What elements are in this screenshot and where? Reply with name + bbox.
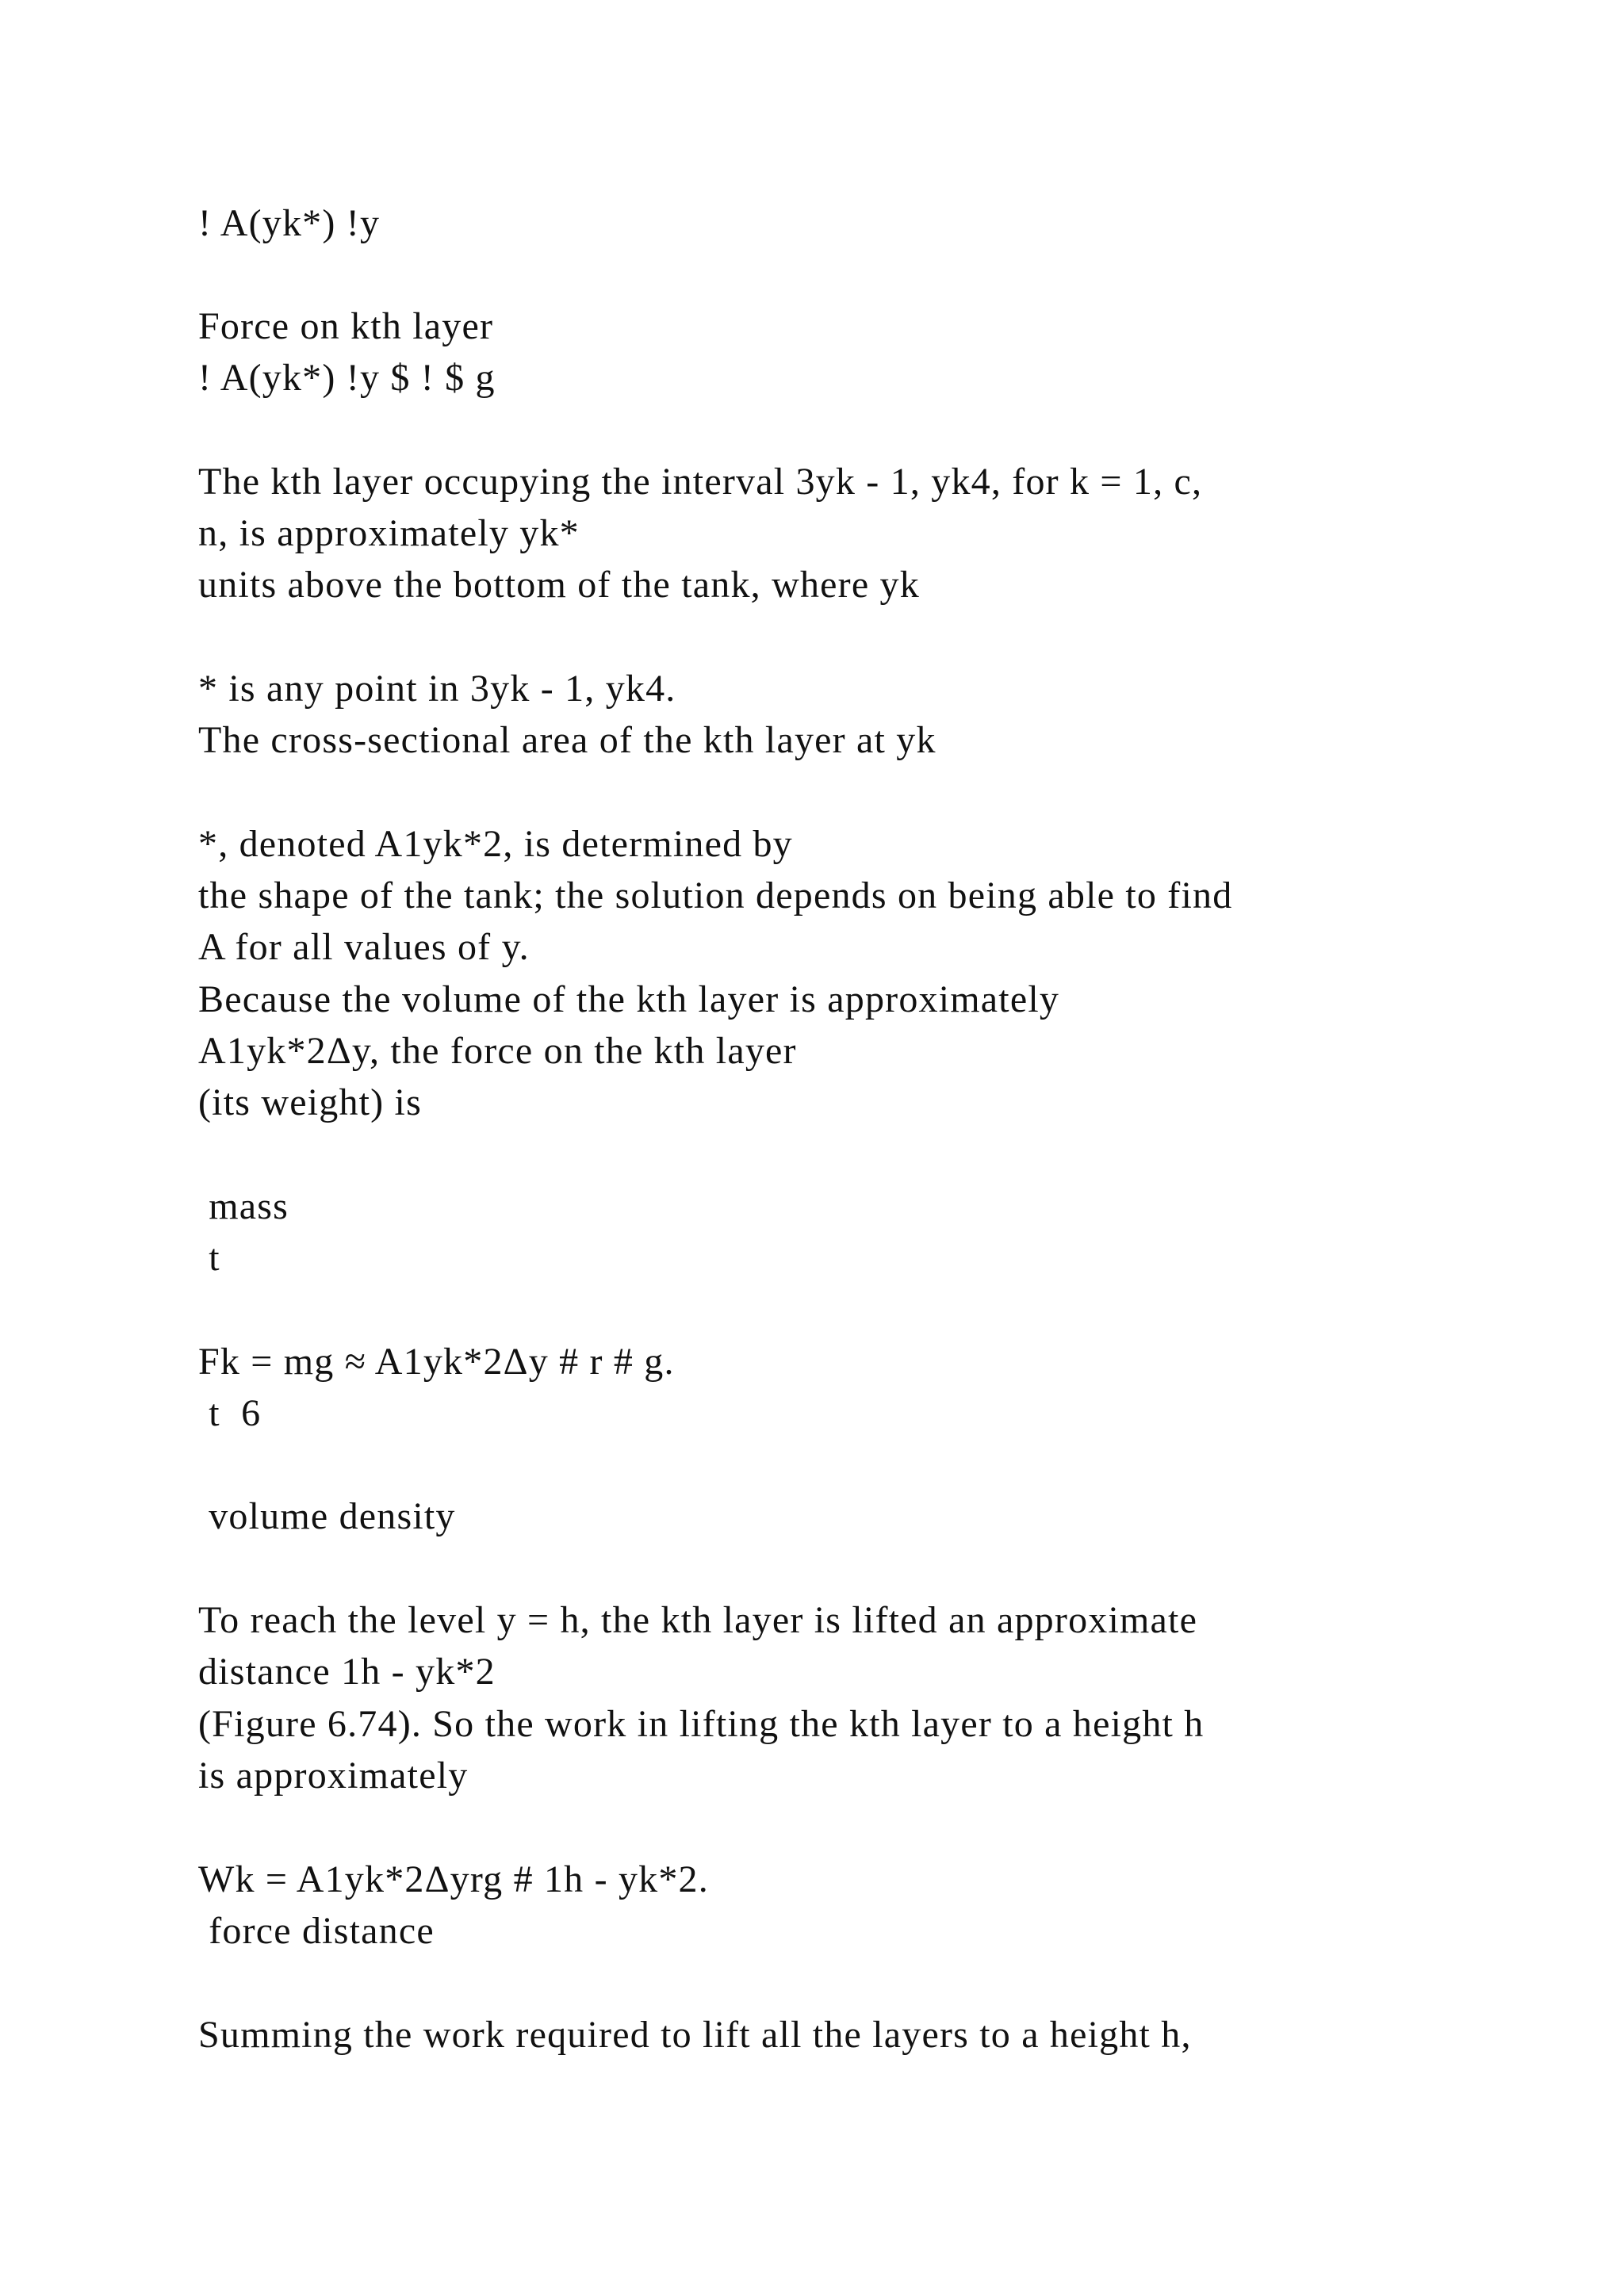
text-line: the shape of the tank; the solution depends on being able to find bbox=[198, 874, 1233, 916]
text-line: Summing the work required to lift all the layers to a height h, bbox=[198, 2014, 1192, 2056]
text-line: Because the volume of the kth layer is approximately bbox=[198, 978, 1060, 1020]
text-line: n, is approximately yk* bbox=[198, 512, 580, 554]
equation-line: Wk = A1yk*2Δyrg # 1h - yk*2. bbox=[198, 1858, 709, 1900]
text-line: The cross-sectional area of the kth layer at yk bbox=[198, 719, 936, 761]
text-line: The kth layer occupying the interval 3yk - 1, yk4, for k = 1, c, bbox=[198, 461, 1203, 503]
text-line: (Figure 6.74). So the work in lifting the kth layer to a height h bbox=[198, 1703, 1205, 1745]
text-line: * is any point in 3yk - 1, yk4. bbox=[198, 668, 676, 710]
text-line: A1yk*2Δy, the force on the kth layer bbox=[198, 1030, 797, 1072]
text-line: ! A(yk*) !y $ ! $ g bbox=[198, 357, 496, 399]
text-line: t bbox=[198, 1237, 220, 1279]
text-line: (its weight) is bbox=[198, 1081, 422, 1123]
equation-line: Fk = mg ≈ A1yk*2Δy # r # g. bbox=[198, 1341, 675, 1383]
text-line: is approximately bbox=[198, 1755, 469, 1797]
text-line: distance 1h - yk*2 bbox=[198, 1651, 496, 1693]
text-line: t 6 bbox=[198, 1392, 262, 1434]
text-line: units above the bottom of the tank, where yk bbox=[198, 564, 920, 606]
text-line: *, denoted A1yk*2, is determined by bbox=[198, 823, 793, 865]
text-line: force distance bbox=[198, 1910, 435, 1952]
text-line: mass bbox=[198, 1185, 289, 1227]
text-line: A for all values of y. bbox=[198, 926, 530, 968]
text-line: To reach the level y = h, the kth layer is lifted an approximate bbox=[198, 1599, 1198, 1641]
text-line: volume density bbox=[198, 1495, 456, 1537]
text-line: ! A(yk*) !y bbox=[198, 202, 381, 244]
text-line: Force on kth layer bbox=[198, 305, 494, 347]
